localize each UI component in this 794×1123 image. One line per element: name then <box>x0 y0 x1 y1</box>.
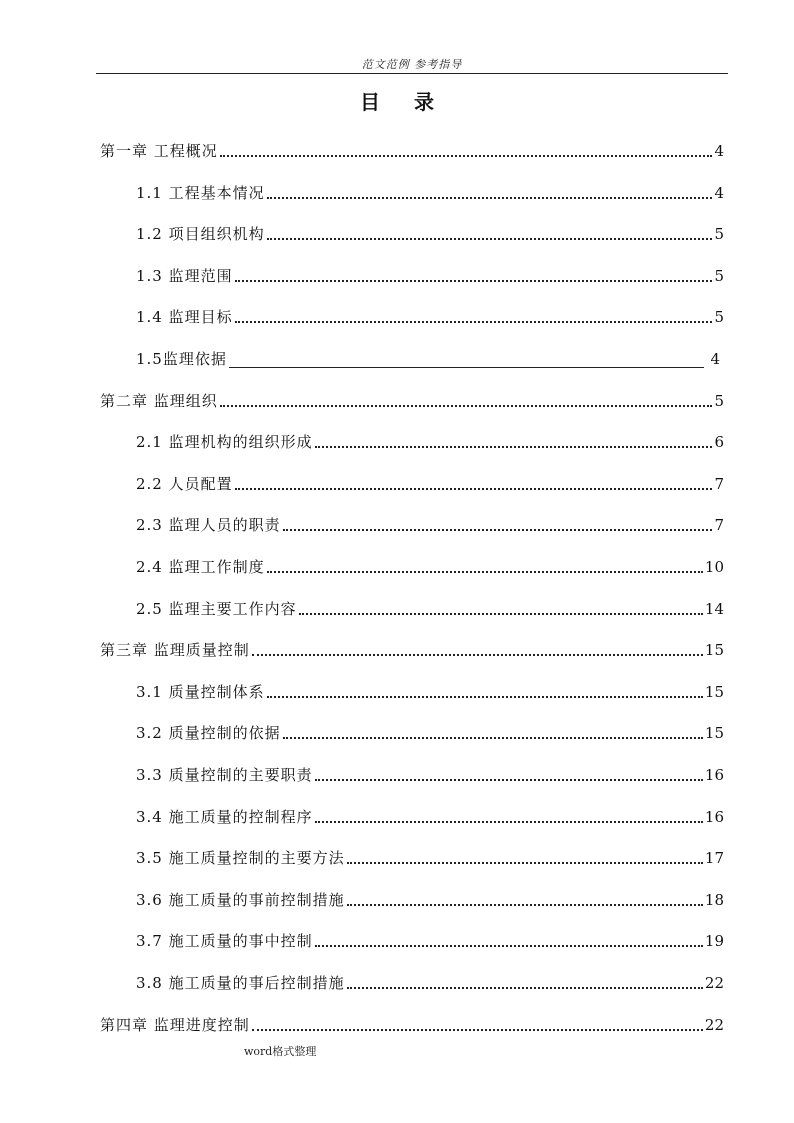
toc-page-number: 4 <box>710 350 720 368</box>
toc-section-entry[interactable] <box>136 678 724 702</box>
toc-entry-label: 1.1 工程基本情况 <box>136 184 265 202</box>
toc-section-entry[interactable] <box>136 969 724 993</box>
toc-entry-label: 3.2 质量控制的依据 <box>136 724 281 742</box>
toc-entry-label: 2.5 监理主要工作内容 <box>136 600 297 618</box>
toc-entry-label: 3.5 施工质量控制的主要方法 <box>136 849 345 867</box>
toc-entry-label: 2.4 监理工作制度 <box>136 558 265 576</box>
toc-section-entry[interactable] <box>136 262 724 286</box>
toc-title: 目录 <box>360 90 468 114</box>
toc-dot-leader <box>235 321 713 323</box>
toc-dot-leader <box>315 945 703 947</box>
toc-page-number: 7 <box>714 475 724 493</box>
toc-page-number: 15 <box>704 724 724 742</box>
toc-entry-label: 第三章 监理质量控制 <box>100 641 250 659</box>
toc-section-entry[interactable] <box>136 595 724 619</box>
toc-page-number: 5 <box>714 225 724 243</box>
toc-entry-label: 2.2 人员配置 <box>136 475 233 493</box>
toc-section-entry[interactable] <box>136 470 724 494</box>
toc-page-number: 5 <box>714 308 724 326</box>
toc-dot-leader <box>229 367 705 368</box>
toc-dot-leader <box>267 197 713 199</box>
toc-section-entry[interactable] <box>136 761 724 785</box>
toc-section-entry[interactable] <box>136 719 724 743</box>
toc-page-number: 6 <box>714 433 724 451</box>
toc-dot-leader <box>283 529 713 531</box>
toc-dot-leader <box>299 613 703 615</box>
toc-page-number: 22 <box>704 1016 724 1034</box>
toc-page-number: 7 <box>714 516 724 534</box>
toc-section-entry[interactable] <box>136 927 724 951</box>
toc-chapter-entry[interactable] <box>100 1011 724 1035</box>
toc-page-number: 5 <box>714 392 724 410</box>
toc-entry-label: 2.1 监理机构的组织形成 <box>136 433 313 451</box>
toc-entry-label: 3.7 施工质量的事中控制 <box>136 932 313 950</box>
toc-section-entry[interactable] <box>136 803 724 827</box>
toc-section-entry[interactable] <box>136 553 724 577</box>
toc-entry-label: 3.8 施工质量的事后控制措施 <box>136 974 345 992</box>
toc-chapter-entry[interactable] <box>100 137 724 161</box>
toc-page-number: 14 <box>704 600 724 618</box>
toc-dot-leader <box>235 488 713 490</box>
toc-page-number: 10 <box>704 558 724 576</box>
toc-entry-label: 3.6 施工质量的事前控制措施 <box>136 891 345 909</box>
page-footer: word格式整理 <box>244 1045 317 1058</box>
toc-dot-leader <box>252 1029 703 1031</box>
toc-page-number: 19 <box>704 932 724 950</box>
toc-section-entry[interactable] <box>136 303 724 327</box>
toc-entry-label: 1.5监理依据 <box>136 350 227 368</box>
toc-chapter-entry[interactable] <box>100 387 724 411</box>
toc-dot-leader <box>283 737 703 739</box>
toc-dot-leader <box>220 405 713 407</box>
toc-entry-label: 第二章 监理组织 <box>100 392 218 410</box>
toc-page-number: 16 <box>704 766 724 784</box>
toc-section-entry[interactable] <box>136 886 724 910</box>
toc-page-number: 22 <box>704 974 724 992</box>
toc-page-number: 16 <box>704 808 724 826</box>
toc-entry-label: 1.3 监理范围 <box>136 267 233 285</box>
toc-section-entry[interactable] <box>136 428 724 452</box>
toc-section-entry[interactable] <box>136 179 724 203</box>
header-rule <box>96 73 728 74</box>
toc-dot-leader <box>315 446 713 448</box>
toc-dot-leader <box>267 238 713 240</box>
toc-dot-leader <box>220 155 713 157</box>
toc-entry-label: 3.3 质量控制的主要职责 <box>136 766 313 784</box>
toc-section-entry[interactable] <box>136 345 720 369</box>
toc-dot-leader <box>267 696 703 698</box>
toc-page-number: 5 <box>714 267 724 285</box>
toc-entry-label: 第四章 监理进度控制 <box>100 1016 250 1034</box>
toc-dot-leader <box>252 654 703 656</box>
toc-entry-label: 3.1 质量控制体系 <box>136 683 265 701</box>
toc-page-number: 18 <box>704 891 724 909</box>
toc-section-entry[interactable] <box>136 220 724 244</box>
toc-entry-label: 2.3 监理人员的职责 <box>136 516 281 534</box>
toc-chapter-entry[interactable] <box>100 636 724 660</box>
page-header: 范文范例 参考指导 <box>361 58 463 71</box>
toc-dot-leader <box>347 904 703 906</box>
toc-dot-leader <box>235 280 713 282</box>
toc-dot-leader <box>347 862 703 864</box>
toc-page-number: 4 <box>714 184 724 202</box>
toc-dot-leader <box>347 987 703 989</box>
toc-dot-leader <box>315 779 703 781</box>
toc-entry-label: 1.4 监理目标 <box>136 308 233 326</box>
toc-page-number: 4 <box>714 142 724 160</box>
toc-page-number: 15 <box>704 683 724 701</box>
toc-page-number: 17 <box>704 849 724 867</box>
toc-section-entry[interactable] <box>136 844 724 868</box>
toc-entry-label: 第一章 工程概况 <box>100 142 218 160</box>
toc-entry-label: 3.4 施工质量的控制程序 <box>136 808 313 826</box>
toc-entry-label: 1.2 项目组织机构 <box>136 225 265 243</box>
toc-dot-leader <box>267 571 703 573</box>
toc-page-number: 15 <box>704 641 724 659</box>
toc-section-entry[interactable] <box>136 511 724 535</box>
toc-dot-leader <box>315 821 703 823</box>
